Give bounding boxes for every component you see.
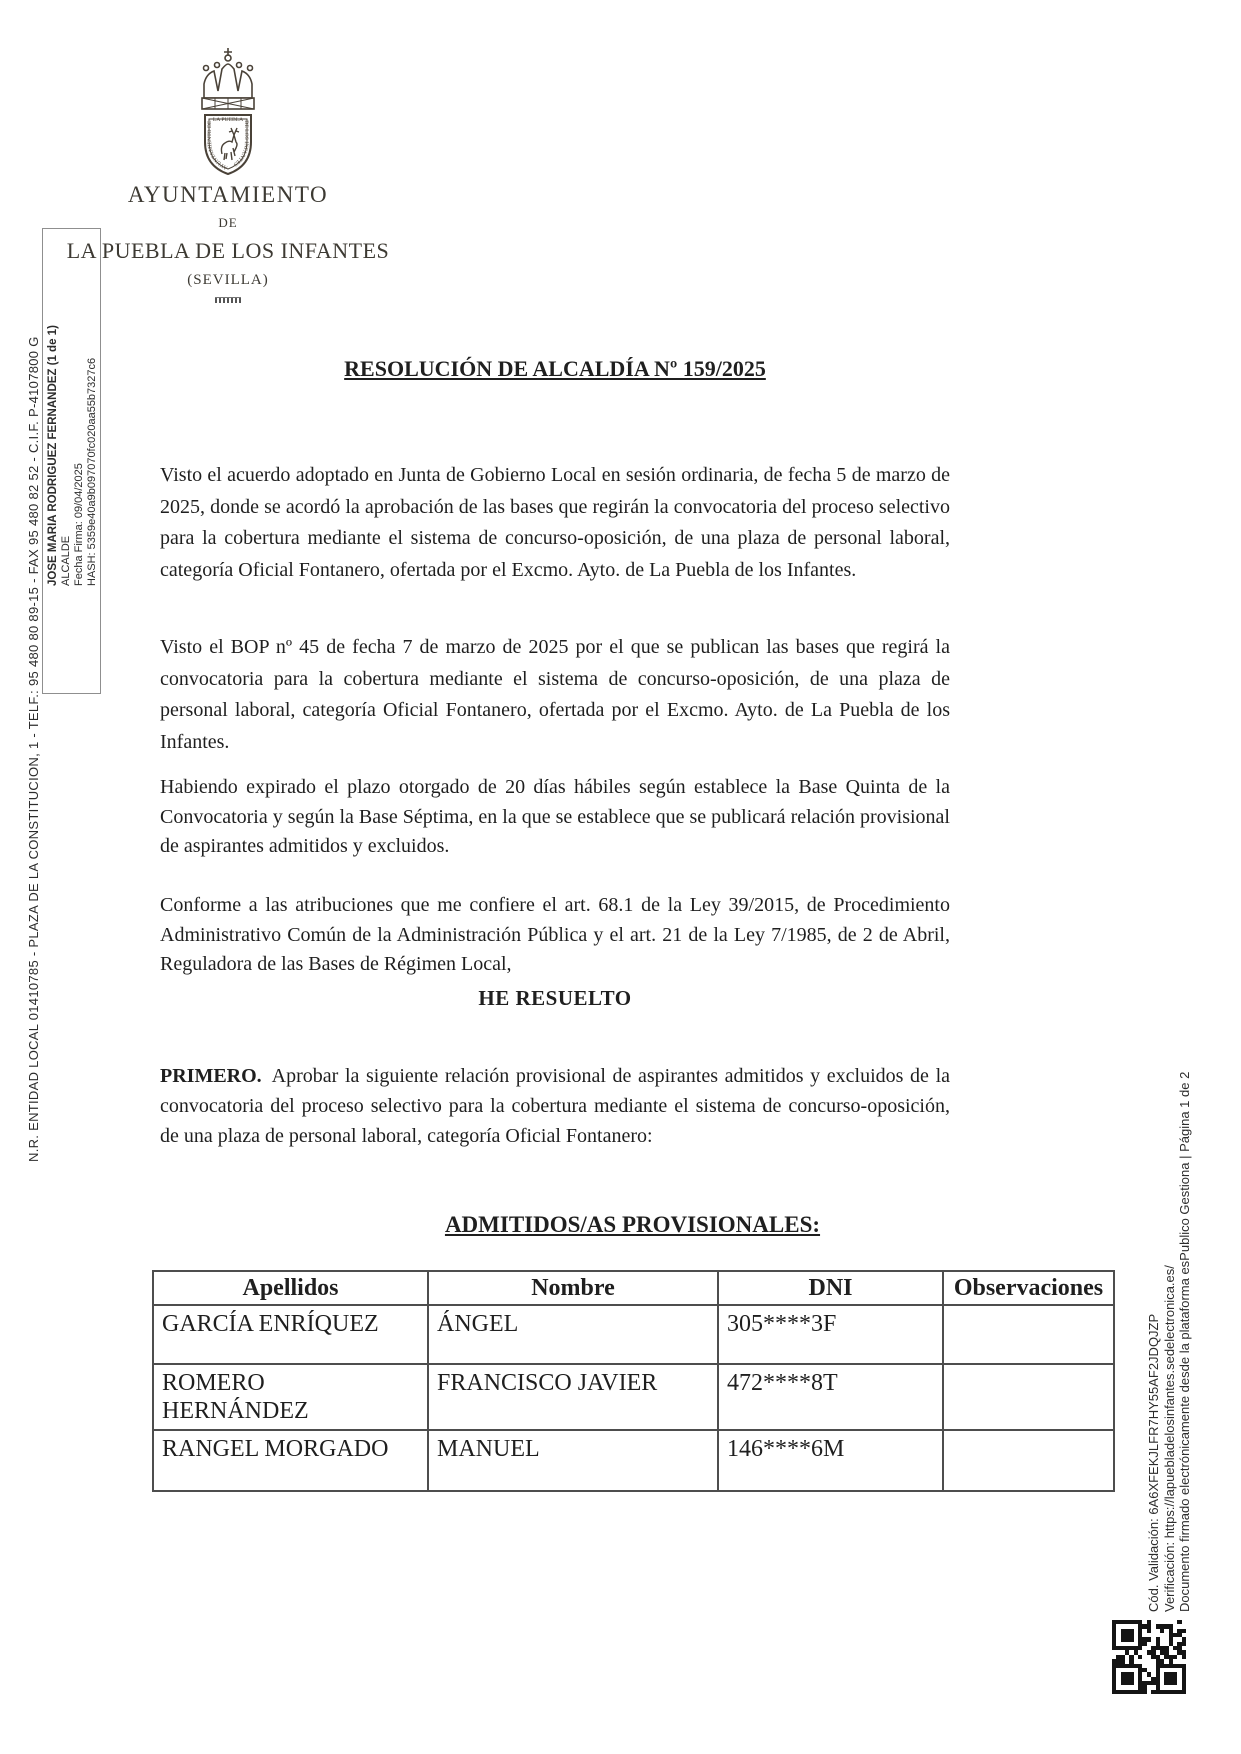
- qr-code: [1112, 1620, 1186, 1694]
- letterhead-line3: LA PUEBLA DE LOS INFANTES: [66, 238, 390, 263]
- signature-date: Fecha Firma: 09/04/2025: [73, 463, 85, 586]
- validation-block: [1146, 1072, 1193, 1612]
- signer-role: ALCALDE: [60, 535, 72, 586]
- table-row: [153, 1305, 1114, 1364]
- letterhead: [58, 182, 398, 303]
- col-header-nombre: Nombre: [428, 1271, 718, 1305]
- cell-observaciones: [943, 1305, 1114, 1364]
- col-header-apellidos: Apellidos: [153, 1271, 428, 1305]
- paragraph-conforme: Conforme a las atribuciones que me confiere el art. 68.1 de la Ley 39/2015, de Procedimiento Administrativo Común de la Administración Pública y el art. 21 de la Ley 7/1985, de 2 de Abril, Reguladora de las Bases de Régimen Local,: [160, 894, 950, 975]
- cell-nombre: MANUEL: [428, 1430, 718, 1491]
- cell-observaciones: [943, 1430, 1114, 1491]
- cell-dni: 472****8T: [718, 1364, 943, 1430]
- cell-observaciones: [943, 1364, 1114, 1430]
- crest-circular-text: AYUNTAMIENTO DE LA PUEBLA DE LOS INFANTES: [206, 117, 250, 171]
- admitted-table: [152, 1270, 1115, 1492]
- table-header-row: [153, 1271, 1114, 1305]
- resolution-heading: HE RESUELTO: [478, 986, 632, 1010]
- letterhead-line4: (SEVILLA): [187, 272, 269, 288]
- primero-label: PRIMERO.: [160, 1065, 262, 1087]
- cell-apellidos: RANGEL MORGADO: [153, 1430, 428, 1491]
- entity-registration-line: N.R. ENTIDAD LOCAL 01410785 - PLAZA DE LA CONSTITUCION, 1 - TELF.: 95 480 80 89-15 - FAX 95 480 82 52 - C.I.F. P-4107800 G: [26, 336, 41, 1162]
- verification-url: Verificación: https://lapuebladelosinfantes.sedelectronica.es/: [1161, 1265, 1177, 1612]
- table-row: [153, 1364, 1114, 1430]
- paragraph-visto-acuerdo: Visto el acuerdo adoptado en Junta de Gobierno Local en sesión ordinaria, de fecha 5 de marzo de 2025, donde se acordó la aprobación de las bases que regirán la convocatoria del proceso selectivo para la cobertura mediante el sistema de concurso-oposición, de una plaza de personal laboral, categoría Oficial Fontanero, ofertada por el Excmo. Ayto. de La Puebla de los Infantes.: [160, 464, 950, 581]
- primero-text: Aprobar la siguiente relación provisional de aspirantes admitidos y excluidos de la convocatoria del proceso selectivo para la cobertura mediante el sistema de concurso-oposición, de una plaza de personal laboral, categoría Oficial Fontanero:: [160, 1065, 950, 1147]
- platform-note: Documento firmado electrónicamente desde la plataforma esPublico Gestiona | Página 1 de 2: [1177, 1071, 1192, 1612]
- validation-code: Cód. Validación: 6A6XFEKJLFR7HY55AF2JDQJZP: [1146, 1313, 1161, 1612]
- cell-dni: 305****3F: [718, 1305, 943, 1364]
- letterhead-line2: DE: [218, 215, 238, 230]
- cell-nombre: FRANCISCO JAVIER: [428, 1364, 718, 1430]
- signature-hash: HASH: 5359e40a9b097070fc020aa55b7327c6: [86, 357, 98, 586]
- letterhead-line1: AYUNTAMIENTO: [127, 182, 329, 207]
- paragraph-primero: [160, 1061, 950, 1151]
- cell-apellidos: GARCÍA ENRÍQUEZ: [153, 1305, 428, 1364]
- coat-of-arms-icon: [182, 36, 274, 178]
- table-row: [153, 1430, 1114, 1491]
- document-title: RESOLUCIÓN DE ALCALDÍA Nº 159/2025: [344, 356, 766, 381]
- col-header-dni: DNI: [718, 1271, 943, 1305]
- divider-mark: [215, 297, 241, 303]
- admitted-heading: ADMITIDOS/AS PROVISIONALES:: [444, 1212, 821, 1237]
- signer-name: JOSE MARIA RODRIGUEZ FERNANDEZ (1 de 1): [47, 325, 59, 586]
- paragraph-visto-bop: Visto el BOP nº 45 de fecha 7 de marzo de 2025 por el que se publican las bases que regirá la convocatoria para la cobertura mediante el sistema de concurso-oposición, de una plaza de personal laboral, categoría Oficial Fontanero, ofertada por el Excmo. Ayto. de La Puebla de los Infantes.: [160, 636, 950, 753]
- col-header-observaciones: Observaciones: [943, 1271, 1114, 1305]
- cell-nombre: ÁNGEL: [428, 1305, 718, 1364]
- signature-stamp: [47, 325, 99, 586]
- cell-dni: 146****6M: [718, 1430, 943, 1491]
- paragraph-habiendo-expirado: Habiendo expirado el plazo otorgado de 20 días hábiles según establece la Base Quinta de la Convocatoria y según la Base Séptima, en la que se establece que se publicará relación provisional de aspirantes admitidos y excluidos.: [160, 776, 950, 857]
- cell-apellidos: ROMERO HERNÁNDEZ: [153, 1364, 428, 1430]
